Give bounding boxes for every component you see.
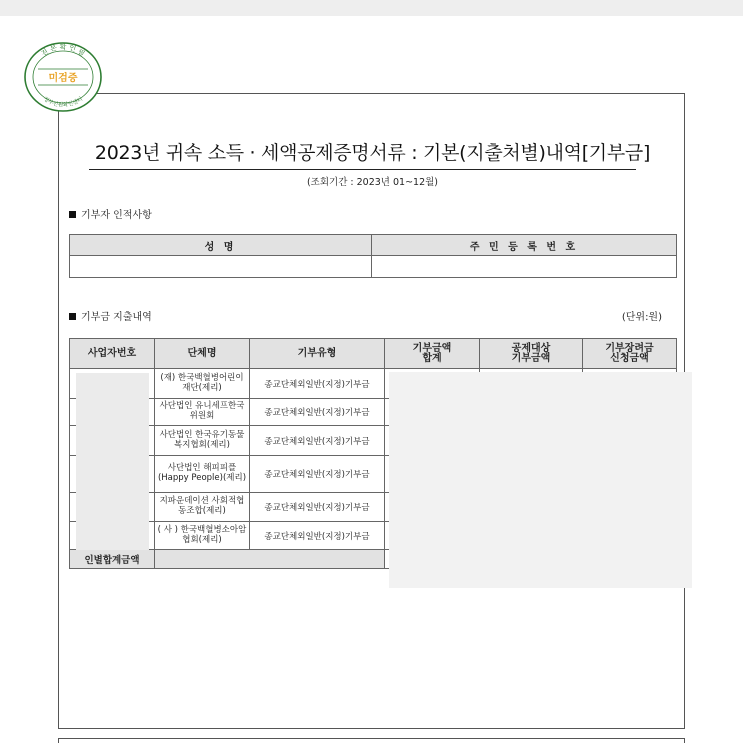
organization-cell: 사단법인 유니세프한국위원회 [155,399,250,426]
donation-type-cell: 종교단체외일반(지정)기부금 [250,399,385,426]
stamp-top-text: 진 본 확 인 필 [39,43,87,59]
deductible-amount-header: 공제대상 기부금액 [480,339,583,369]
resident-number-value [372,256,677,278]
donation-section-heading: 기부금 지출내역 [69,308,152,323]
donor-info-table [69,234,677,278]
total-label: 인별합계금액 [70,550,155,569]
viewer-top-bar [0,0,743,16]
square-bullet-icon [69,313,76,320]
organization-cell: ( 사 ) 한국백혈병소아암협회(제리) [155,522,250,550]
incentive-amount-header: 기부장려금 신청금액 [583,339,677,369]
unit-label: (단위:원) [621,312,662,323]
donor-section-heading: 기부자 인적사항 [69,206,152,221]
donation-type-cell: 종교단체외일반(지정)기부금 [250,456,385,493]
business-number-header: 사업자번호 [70,339,155,369]
donation-type-cell: 종교단체외일반(지정)기부금 [250,522,385,550]
resident-number-header: 주 민 등 록 번 호 [372,235,677,256]
document-title: 2023년 귀속 소득 · 세액공제증명서류 : 기본(지출처별)내역[기부금] [94,142,651,164]
redacted-amounts [389,372,692,588]
donation-type-cell: 종교단체외일반(지정)기부금 [250,426,385,456]
organization-header: 단체명 [155,339,250,369]
title-underline [89,169,636,170]
stamp-status-text: 미검증 [48,73,78,84]
inquiry-period: (조회기간 : 2023년 01~12월) [306,177,439,188]
organization-cell: 사단법인 해피피플(Happy People)(제리) [155,456,250,493]
organization-cell: 사단법인 한국유기동물복지협회(제리) [155,426,250,456]
organization-cell: (재) 한국백혈병어린이재단(제리) [155,369,250,399]
total-amount-header: 기부금액 합계 [385,339,480,369]
redacted-business-numbers [76,373,149,550]
verification-stamp [22,38,104,114]
stamp-bottom-text: 정부민원확인센터 [42,96,84,109]
name-header: 성 명 [70,235,372,256]
donation-type-cell: 종교단체외일반(지정)기부금 [250,369,385,399]
square-bullet-icon [69,211,76,218]
next-page-edge [58,738,685,743]
donation-type-header: 기부유형 [250,339,385,369]
donation-type-cell: 종교단체외일반(지정)기부금 [250,493,385,522]
name-value [70,256,372,278]
organization-cell: 지파운데이션 사회적협동조합(제리) [155,493,250,522]
